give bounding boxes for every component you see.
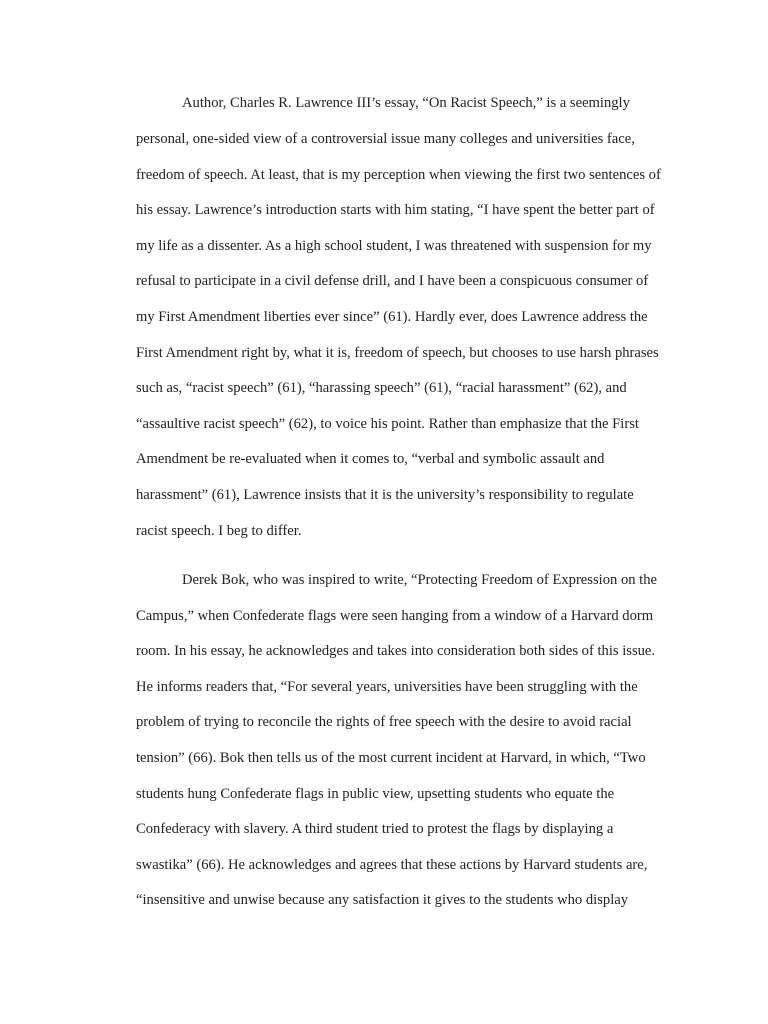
paragraph-2-line-9: swastika” (66). He acknowledges and agrees that these actions by Harvard students are, <box>136 857 648 873</box>
paragraph-2-line-6: tension” (66). Bok then tells us of the most current incident at Harvard, in which, “Two <box>136 750 646 766</box>
paragraph-1-line-13: racist speech. I beg to differ. <box>136 523 302 539</box>
paragraph-2-line-3: room. In his essay, he acknowledges and takes into consideration both sides of this issue. <box>136 643 656 659</box>
paragraph-1-line-1: Author, Charles R. Lawrence III’s essay, “On Racist Speech,” is a seemingly <box>182 95 630 111</box>
paragraph-1-line-4: his essay. Lawrence’s introduction starts with him stating, “I have spent the better part of <box>136 202 655 218</box>
paragraph-1-line-5: my life as a dissenter. As a high school student, I was threatened with suspension for my <box>136 238 652 254</box>
paragraph-1-line-3: freedom of speech. At least, that is my perception when viewing the first two sentences of <box>136 167 661 183</box>
paragraph-1-line-2: personal, one-sided view of a controversial issue many colleges and universities face, <box>136 131 635 147</box>
paragraph-1-line-9: such as, “racist speech” (61), “harassing speech” (61), “racial harassment” (62), and <box>136 380 627 396</box>
paragraph-2-line-2: Campus,” when Confederate flags were seen hanging from a window of a Harvard dorm <box>136 608 654 624</box>
paragraph-2-line-7: students hung Confederate flags in public view, upsetting students who equate the <box>136 786 615 802</box>
paragraph-2-line-4: He informs readers that, “For several years, universities have been struggling with the <box>136 679 638 695</box>
paragraph-2-line-1: Derek Bok, who was inspired to write, “Protecting Freedom of Expression on the <box>182 572 658 588</box>
paragraph-1-line-8: First Amendment right by, what it is, freedom of speech, but chooses to use harsh phrases <box>136 345 659 361</box>
paragraph-2-line-10: “insensitive and unwise because any satisfaction it gives to the students who display <box>136 892 629 908</box>
paragraph-2-line-8: Confederacy with slavery. A third student tried to protest the flags by displaying a <box>136 821 614 837</box>
paragraph-1-line-10: “assaultive racist speech” (62), to voice his point. Rather than emphasize that the First <box>136 416 639 432</box>
paragraph-1-line-11: Amendment be re-evaluated when it comes to, “verbal and symbolic assault and <box>136 451 605 467</box>
paragraph-1-line-7: my First Amendment liberties ever since” (61). Hardly ever, does Lawrence address the <box>136 309 648 325</box>
paragraph-1-line-12: harassment” (61), Lawrence insists that it is the university’s responsibility to regulate <box>136 487 634 503</box>
paragraph-2-line-5: problem of trying to reconcile the rights of free speech with the desire to avoid racial <box>136 714 632 730</box>
paragraph-1-line-6: refusal to participate in a civil defense drill, and I have been a conspicuous consumer of <box>136 273 649 289</box>
